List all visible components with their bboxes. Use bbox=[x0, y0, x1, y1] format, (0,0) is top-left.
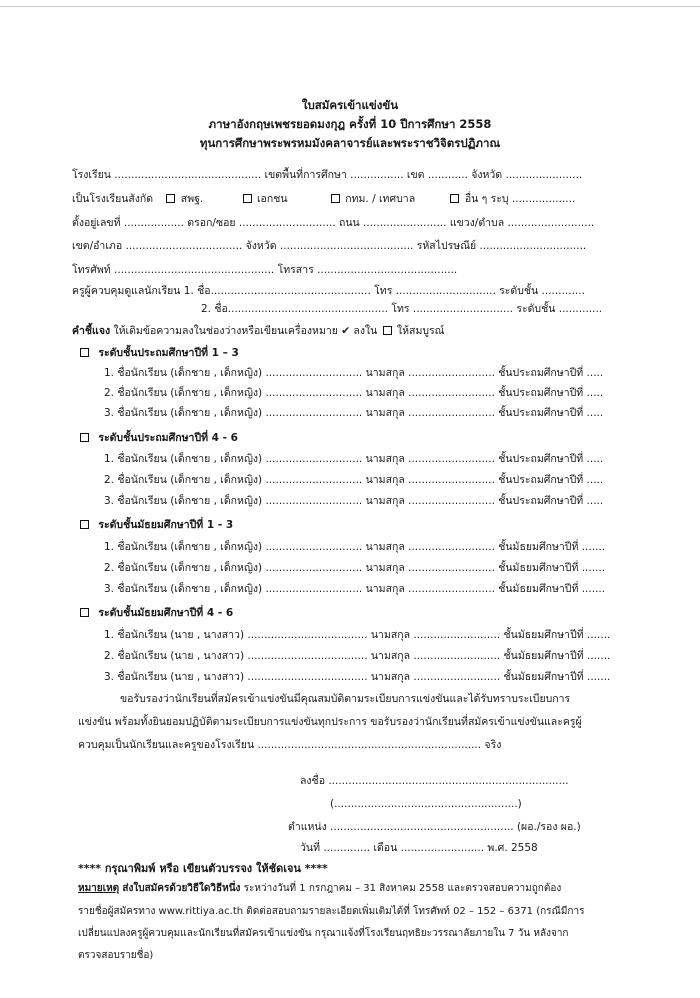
affiliation-checkbox-obec[interactable] bbox=[166, 194, 175, 203]
level-heading-primary-1-3: ระดับชั้นประถมศึกษาปีที่ 1 – 3 bbox=[78, 346, 239, 360]
signature-name-line[interactable]: (.......................................................) bbox=[330, 798, 522, 810]
remark-label: หมายเหตุ bbox=[78, 883, 120, 894]
certify-line-3[interactable]: ควบคุมเป็นนักเรียนและครูของโรงเรียน ................................................................... จริง bbox=[78, 739, 502, 751]
affiliation-label: เป็นโรงเรียนสังกัด bbox=[72, 193, 154, 205]
remark-line-2: รายชื่อผู้สมัครทาง www.rittiya.ac.th ติดต่อสอบถามรายละเอียดเพิ่มเติมได้ที่ โทรศัพท์ 02 – 152 – 6371 (กรณีมีการ bbox=[78, 906, 585, 917]
student-row[interactable]: 1. ชื่อนักเรียน (นาย , นางสาว) .................................... นามสกุล .......................... ชั้นมัธยมศึกษาปีที่ ....... bbox=[104, 629, 611, 641]
level-checkbox-primary-4-6[interactable] bbox=[80, 433, 89, 442]
affiliation-checkbox-private[interactable] bbox=[243, 194, 252, 203]
school-affiliation-line bbox=[72, 192, 575, 206]
remark-bold: ส่งใบสมัครด้วยวิธีใดวิธีหนึ่ง bbox=[122, 883, 241, 894]
teacher-line-1[interactable]: ครูผู้ควบคุมดูแลนักเรียน 1. ชื่อ................................................ โทร .............................. ระดับชั้น ............. bbox=[72, 285, 585, 297]
instruction-label: คำชี้แจง bbox=[72, 325, 111, 337]
remark-line-1 bbox=[78, 882, 561, 896]
affiliation-private-label: เอกชน bbox=[256, 193, 288, 205]
certify-line-1: ขอรับรองว่านักเรียนที่สมัครเข้าแข่งขันมีคุณสมบัติตามระเบียบการแข่งขันและได้รับทราบระเบียบการ bbox=[120, 693, 571, 705]
checkmark-icon: ✔ bbox=[341, 325, 351, 337]
level-checkbox-primary-1-3[interactable] bbox=[80, 348, 89, 357]
instruction-text: ให้เติมข้อความลงในช่องว่างหรือเขียนเครื่องหมาย bbox=[113, 325, 338, 337]
affiliation-checkbox-bma[interactable] bbox=[331, 194, 340, 203]
school-address-line[interactable]: ตั้งอยู่เลขที่ .................. ตรอก/ซอย ............................. ถนน ......................... แขวง/ตำบล .......................... bbox=[72, 217, 595, 229]
level-checkbox-secondary-1-3[interactable] bbox=[80, 520, 89, 529]
remark-line-3: เปลี่ยนแปลงครูผู้ควบคุมและนักเรียนที่สมัครเข้าแข่งขัน กรุณาแจ้งที่โรงเรียนฤทธิยะวรรณาลัยภายใน 7 วัน หลังจาก bbox=[78, 928, 569, 939]
instruction-text-3: ให้สมบูรณ์ bbox=[396, 325, 445, 337]
scan-edge-line bbox=[0, 6, 700, 7]
school-name-line[interactable]: โรงเรียน ............................................ เขตพื้นที่การศึกษา ................ เขต ............ จังหวัด ....................... bbox=[72, 169, 583, 181]
instruction-text-2: ลงใน bbox=[353, 325, 378, 337]
student-row[interactable]: 2. ชื่อนักเรียน (เด็กชาย , เด็กหญิง) ............................. นามสกุล .......................... ชั้นประถมศึกษาปีที่ ..... bbox=[104, 474, 604, 486]
student-row[interactable]: 1. ชื่อนักเรียน (เด็กชาย , เด็กหญิง) ............................. นามสกุล .......................... ชั้นประถมศึกษาปีที่ ..... bbox=[104, 453, 604, 465]
school-district-line[interactable]: เขต/อำเภอ ................................... จังหวัด ........................................ รหัสไปรษณีย์ ................................ bbox=[72, 240, 587, 252]
form-subtitle: ภาษาอังกฤษเพชรยอดมงกุฎ ครั้งที่ 10 ปีการศึกษา 2558 bbox=[208, 117, 492, 131]
remark-text-1: ระหว่างวันที่ 1 กรกฎาคม – 31 สิงหาคม 2558 และตรวจสอบความถูกต้อง bbox=[243, 883, 562, 894]
signature-line[interactable]: ลงชื่อ ........................................................................ bbox=[300, 775, 569, 787]
teacher-line-2[interactable]: 2. ชื่อ................................................ โทร .............................. ระดับชั้น ............. bbox=[201, 303, 603, 315]
student-row[interactable]: 1. ชื่อนักเรียน (เด็กชาย , เด็กหญิง) ............................. นามสกุล .......................... ชั้นมัธยมศึกษาปีที่ ....... bbox=[104, 541, 606, 553]
remark-line-4: ตรวจสอบรายชื่อ) bbox=[78, 950, 154, 961]
affiliation-checkbox-other[interactable] bbox=[450, 194, 459, 203]
level-heading-primary-4-6: ระดับชั้นประถมศึกษาปีที่ 4 - 6 bbox=[78, 431, 238, 445]
print-instruction: **** กรุณาพิมพ์ หรือ เขียนตัวบรรจง ให้ชัดเจน **** bbox=[78, 862, 328, 875]
student-row[interactable]: 3. ชื่อนักเรียน (นาย , นางสาว) .................................... นามสกุล .......................... ชั้นมัธยมศึกษาปีที่ ....... bbox=[104, 671, 611, 683]
certify-line-2: แข่งขัน พร้อมทั้งยินยอมปฏิบัติตามระเบียบการแข่งขันทุกประการ ขอรับรองว่านักเรียนที่สมัครเข้าแข่งขันและครูผู้ bbox=[78, 716, 582, 728]
instruction-line bbox=[72, 324, 444, 338]
date-line[interactable]: วันที่ .............. เดือน ......................... พ.ศ. 2558 bbox=[300, 842, 538, 854]
student-row[interactable]: 2. ชื่อนักเรียน (นาย , นางสาว) .................................... นามสกุล .......................... ชั้นมัธยมศึกษาปีที่ ....... bbox=[104, 650, 611, 662]
student-row[interactable]: 3. ชื่อนักเรียน (เด็กชาย , เด็กหญิง) ............................. นามสกุล .......................... ชั้นมัธยมศึกษาปีที่ ....... bbox=[104, 583, 606, 595]
form-title: ใบสมัครเข้าแข่งขัน bbox=[301, 98, 399, 112]
level-heading-secondary-4-6: ระดับชั้นมัธยมศึกษาปีที่ 4 - 6 bbox=[78, 606, 233, 620]
position-line[interactable]: ตำแหน่ง ....................................................... (ผอ./รอง ผอ.) bbox=[288, 821, 581, 833]
student-row[interactable]: 1. ชื่อนักเรียน (เด็กชาย , เด็กหญิง) ............................. นามสกุล .......................... ชั้นประถมศึกษาปีที่ ..... bbox=[104, 367, 604, 379]
affiliation-bma-label: กทม. / เทศบาล bbox=[345, 193, 416, 205]
student-row[interactable]: 3. ชื่อนักเรียน (เด็กชาย , เด็กหญิง) ............................. นามสกุล .......................... ชั้นประถมศึกษาปีที่ ..... bbox=[104, 407, 604, 419]
student-row[interactable]: 2. ชื่อนักเรียน (เด็กชาย , เด็กหญิง) ............................. นามสกุล .......................... ชั้นมัธยมศึกษาปีที่ ....... bbox=[104, 562, 606, 574]
affiliation-other-label[interactable]: อื่น ๆ ระบุ ................... bbox=[464, 193, 576, 205]
level-heading-secondary-1-3: ระดับชั้นมัธยมศึกษาปีที่ 1 - 3 bbox=[78, 518, 233, 532]
school-phone-line[interactable]: โทรศัพท์ ................................................ โทรสาร .......................................... bbox=[72, 264, 458, 276]
student-row[interactable]: 2. ชื่อนักเรียน (เด็กชาย , เด็กหญิง) ............................. นามสกุล .......................... ชั้นประถมศึกษาปีที่ ..... bbox=[104, 387, 604, 399]
scholarship-title: ทุนการศึกษาพระพรหมมังคลาจารย์และพระราชวิจิตรปฏิภาณ bbox=[199, 136, 501, 150]
level-checkbox-secondary-4-6[interactable] bbox=[80, 608, 89, 617]
student-row[interactable]: 3. ชื่อนักเรียน (เด็กชาย , เด็กหญิง) ............................. นามสกุล .......................... ชั้นประถมศึกษาปีที่ ..... bbox=[104, 495, 604, 507]
affiliation-obec-label: สพฐ. bbox=[180, 193, 204, 205]
checkbox-icon bbox=[383, 326, 392, 335]
